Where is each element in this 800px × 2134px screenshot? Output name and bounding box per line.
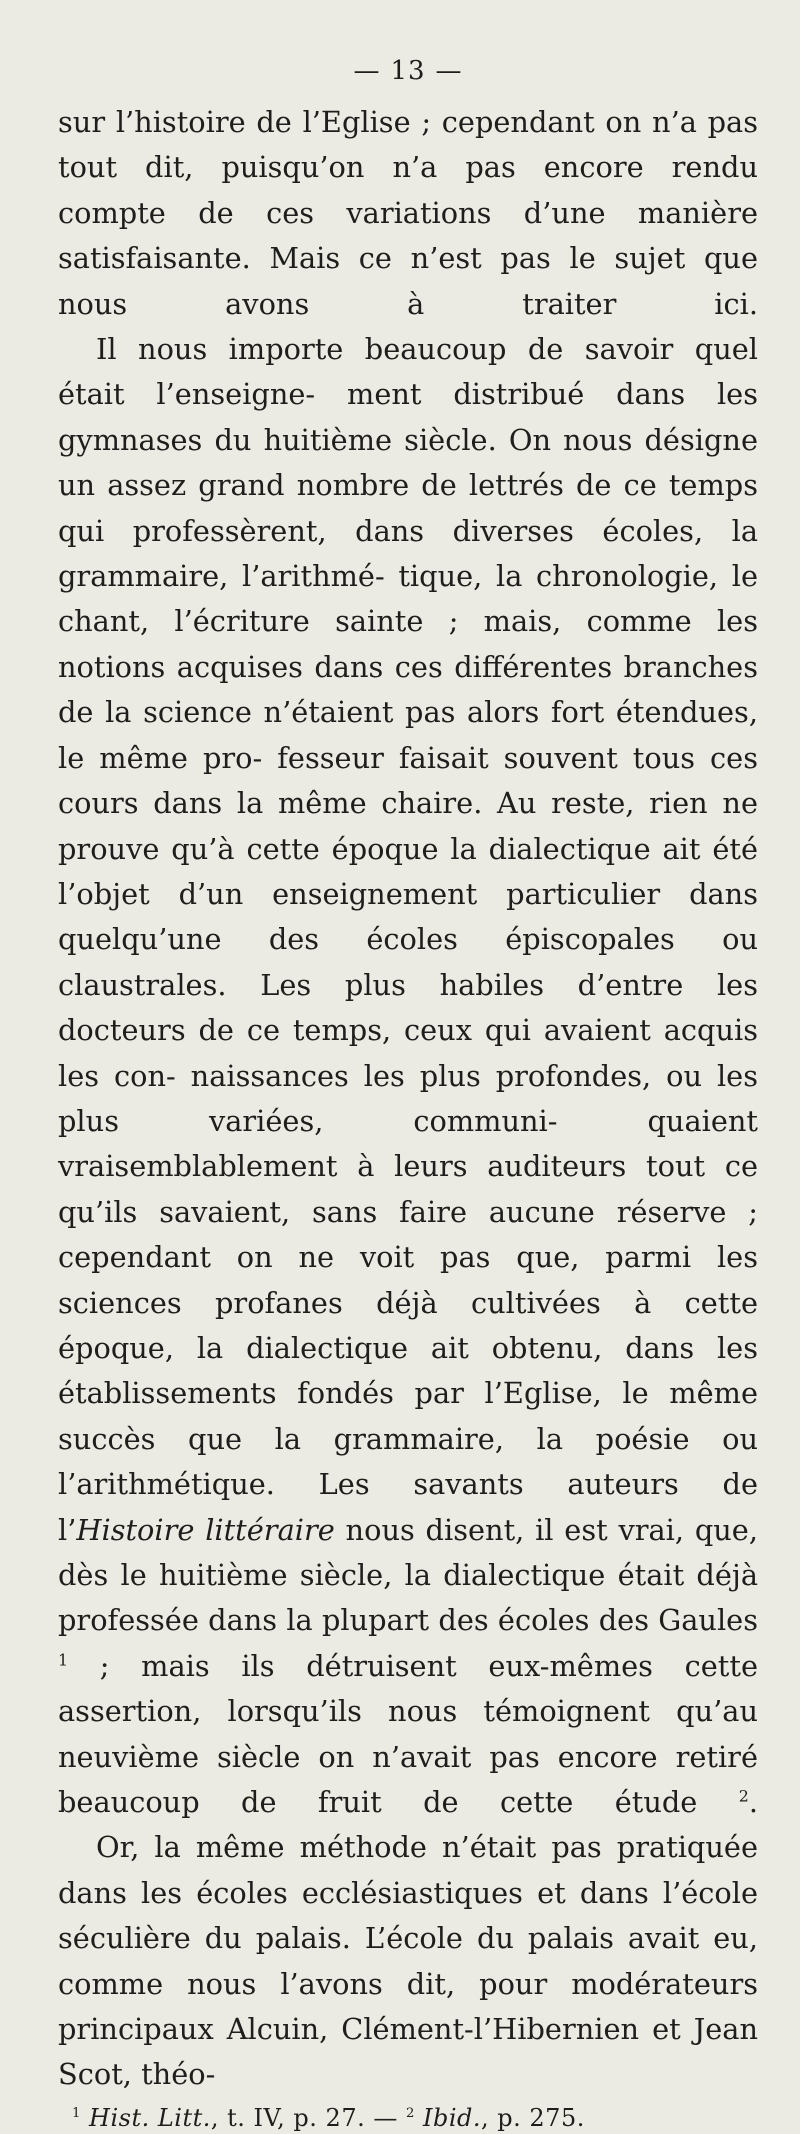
footnote-ref-1[interactable]: 1 <box>58 1650 69 1670</box>
footnote-mark-1: 1 <box>72 2105 81 2121</box>
footnote-1-citation: , t. IV, p. 27. <box>210 2103 366 2132</box>
paragraph-1: sur l’histoire de l’Eglise ; cependant on n’a pas tout dit, puisqu’on n’a pas encore rendu compte de ces variations d’une manière satisfaisante. Mais ce n’est pas le sujet que nous avons à traiter ici. <box>58 105 758 321</box>
footnotes <box>58 2102 758 2134</box>
page-number: 13 <box>390 56 426 86</box>
footnote-1-source: Hist. Litt. <box>89 2103 211 2132</box>
paragraph-2 <box>58 327 758 1825</box>
paragraph-3: Or, la même méthode n’était pas pratiquée dans les écoles ecclésiastiques et dans l’école séculière du palais. L’école du palais avait eu, comme nous l’avons dit, pour modérateurs principaux Alcuin, Clément-l’Hibernien et Jean Scot, théo- <box>58 1830 758 2092</box>
paragraph-2-text-b: nous disent, il est vrai, que, dès le huitième siècle, la dialectique était déjà professée dans la plupart des écoles des Gaules <box>58 1512 759 1638</box>
header-dash-left: — <box>353 56 381 86</box>
header-dash-right: — <box>435 56 463 86</box>
paragraph-2-text-d: . <box>748 1785 758 1820</box>
body-text <box>58 100 758 2098</box>
footnote-2-citation: , p. 275. <box>481 2103 585 2132</box>
paragraph-2-text-a: Il nous importe beaucoup de savoir quel était l’enseigne- ment distribué dans les gymnases du huitième siècle. On nous désigne un assez grand nombre de lettrés de ce temps qui professèrent, dans diverses écoles, la grammaire, l’arithmé- tique, la chronologie, le chant, l’écriture sainte ; mais, comme les notions acquises dans ces différentes branches de la science n’étaient pas alors fort étendues, le même pro- fesseur faisait souvent tous ces cours dans la même chaire. Au reste, rien ne prouve qu’à cette époque la dialectique ait été l’objet d’un enseignement particulier dans quelqu’une des écoles épiscopales ou claustrales. Les plus habiles d’entre les docteurs de ce temps, ceux qui avaient acquis les con- naissances les plus profondes, ou les plus variées, communi- quaient vraisemblablement à leurs auditeurs tout ce qu’ils savaient, sans faire aucune réserve ; cependant on ne voit pas que, parmi les sciences profanes déjà cultivées à cette époque, la dialectique ait obtenu, dans les établissements fondés par l’Eglise, le même succès que la grammaire, la poésie ou l’arithmétique. Les savants auteurs de l’ <box>58 332 758 1547</box>
footnote-2-source: Ibid. <box>423 2103 482 2132</box>
running-header <box>58 56 758 100</box>
paragraph-2-text-c: ; mais ils détruisent eux-mêmes cette assertion, lorsqu’ils nous témoignent qu’au neuvième siècle on n’avait pas encore retiré beaucoup de fruit de cette étude <box>58 1648 758 1820</box>
footnote-ref-2[interactable]: 2 <box>738 1786 749 1806</box>
footnote-mark-2: 2 <box>405 2105 415 2121</box>
footnote-separator: — <box>365 2103 406 2132</box>
histoire-litteraire-title: Histoire littéraire <box>76 1512 335 1547</box>
